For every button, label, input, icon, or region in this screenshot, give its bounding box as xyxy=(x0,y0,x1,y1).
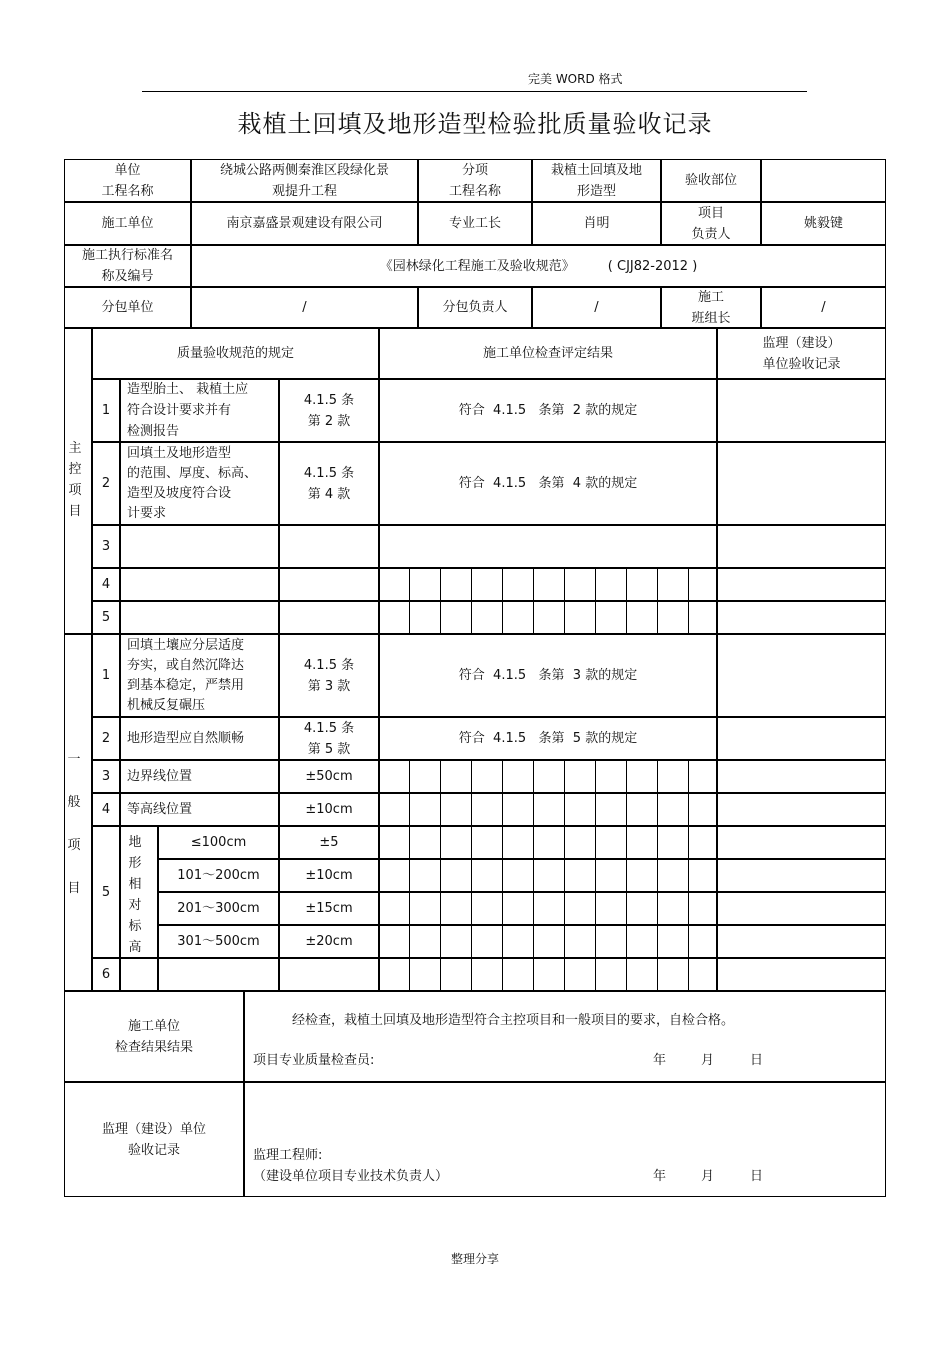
main-row-1-clause: 4.1.5 条 第 2 款 xyxy=(279,379,379,442)
elevation-supervision-4 xyxy=(717,925,886,958)
main-row-5-clause xyxy=(279,601,379,634)
sub-project-label: 分项 工程名称 xyxy=(418,159,532,202)
elevation-supervision-3 xyxy=(717,892,886,925)
elevation-range-3: 201～300cm xyxy=(158,892,279,925)
main-row-3-supervision xyxy=(717,525,886,568)
owner-note: （建设单位项目专业技术负责人） xyxy=(253,1169,449,1184)
main-row-5-supervision xyxy=(717,601,886,634)
supervision-record-label: 监理（建设）单位 验收记录 xyxy=(64,1082,244,1197)
grid-line xyxy=(440,761,441,992)
grid-line xyxy=(471,761,472,992)
team-leader-label: 施工 班组长 xyxy=(661,287,761,328)
general-row-2-clause: 4.1.5 条 第 5 款 xyxy=(279,717,379,760)
general-row-6-result-grid xyxy=(379,958,717,991)
construction-unit-value: 南京嘉盛景观建设有限公司 xyxy=(191,202,418,245)
main-row-2-clause: 4.1.5 条 第 4 款 xyxy=(279,442,379,525)
grid-line xyxy=(626,569,627,635)
construction-unit-label: 施工单位 xyxy=(64,202,191,245)
main-row-4-no: 4 xyxy=(92,568,120,601)
elevation-tolerance-3: ±15cm xyxy=(279,892,379,925)
check-result-statement: 经检查，栽植土回填及地形造型符合主控项目和一般项目的要求，自检合格。 xyxy=(292,1013,735,1028)
grid-line xyxy=(688,761,689,992)
elevation-tolerance-4: ±20cm xyxy=(279,925,379,958)
general-row-6-desc-a xyxy=(120,958,158,991)
project-manager-value: 姚毅键 xyxy=(761,202,886,245)
general-row-1-desc: 回填土壤应分层适度 夯实，或自然沉降达 到基本稳定，严禁用 机械反复碾压 xyxy=(120,634,279,717)
general-row-4-supervision xyxy=(717,793,886,826)
general-row-6-tolerance xyxy=(279,958,379,991)
check-year: 年 xyxy=(653,1053,667,1068)
main-row-1-result: 符合 4.1.5 条第 2 款的规定 xyxy=(379,379,717,442)
general-row-2-result: 符合 4.1.5 条第 5 款的规定 xyxy=(379,717,717,760)
elevation-supervision-2 xyxy=(717,859,886,892)
check-day: 日 xyxy=(750,1053,764,1068)
main-row-4-supervision xyxy=(717,568,886,601)
elevation-result-grid-3 xyxy=(379,892,717,925)
grid-line xyxy=(657,761,658,992)
main-row-2-desc: 回填土及地形造型 的范围、厚度、标高、 造型及坡度符合设 计要求 xyxy=(120,442,279,525)
grid-line xyxy=(502,761,503,992)
main-row-3-no: 3 xyxy=(92,525,120,568)
general-row-1-result: 符合 4.1.5 条第 3 款的规定 xyxy=(379,634,717,717)
subcontractor-value: / xyxy=(191,287,418,328)
general-row-4-no: 4 xyxy=(92,793,120,826)
general-row-3-result-grid xyxy=(379,760,717,793)
grid-line xyxy=(657,569,658,635)
supervising-engineer-label: 监理工程师: xyxy=(253,1148,323,1163)
supervision-day: 日 xyxy=(750,1169,764,1184)
elevation-result-grid-2 xyxy=(379,859,717,892)
elevation-range-1: ≤100cm xyxy=(158,826,279,859)
main-row-2-result: 符合 4.1.5 条第 4 款的规定 xyxy=(379,442,717,525)
general-items-label: 一 般 项 目 xyxy=(67,752,81,896)
grid-line xyxy=(409,569,410,635)
general-row-4-desc: 等高线位置 xyxy=(120,793,279,826)
spec-header: 质量验收规范的规定 xyxy=(92,328,379,379)
main-row-3-desc xyxy=(120,525,279,568)
general-row-4-result-grid xyxy=(379,793,717,826)
page-footer: 整理分享 xyxy=(450,1252,499,1266)
grid-line xyxy=(564,569,565,635)
elevation-tolerance-2: ±10cm xyxy=(279,859,379,892)
supervision-month: 月 xyxy=(701,1169,715,1184)
elevation-tolerance-1: ±5 xyxy=(279,826,379,859)
header-rule xyxy=(142,91,807,92)
general-row-1-supervision xyxy=(717,634,886,717)
general-row-5-label: 地 形 相 对 标 高 xyxy=(128,835,142,955)
grid-line xyxy=(409,761,410,992)
general-row-3-desc: 边界线位置 xyxy=(120,760,279,793)
check-result-label: 施工单位 检查结果结果 xyxy=(64,991,244,1082)
general-row-3-supervision xyxy=(717,760,886,793)
grid-line xyxy=(533,569,534,635)
main-row-1-supervision xyxy=(717,379,886,442)
elevation-range-4: 301～500cm xyxy=(158,925,279,958)
general-row-1-no: 1 xyxy=(92,634,120,717)
elevation-result-grid-4 xyxy=(379,925,717,958)
check-month: 月 xyxy=(701,1053,715,1068)
main-row-4-result-grid xyxy=(379,568,717,601)
main-row-4-desc xyxy=(120,568,279,601)
foreman-value: 肖明 xyxy=(532,202,661,245)
page-title: 栽植土回填及地形造型检验批质量验收记录 xyxy=(237,110,713,138)
standard-value: 《园林绿化工程施工及验收规范》 ( CJJ82-2012 ) xyxy=(191,245,886,287)
grid-line xyxy=(564,761,565,992)
general-row-3-tolerance: ±50cm xyxy=(279,760,379,793)
check-result-box xyxy=(244,991,886,1082)
supervision-year: 年 xyxy=(653,1169,667,1184)
grid-line xyxy=(533,761,534,992)
main-row-3-result xyxy=(379,525,717,568)
main-row-5-desc xyxy=(120,601,279,634)
sub-manager-value: / xyxy=(532,287,661,328)
main-row-4-clause xyxy=(279,568,379,601)
main-row-2-no: 2 xyxy=(92,442,120,525)
grid-line xyxy=(502,569,503,635)
main-row-5-result-grid xyxy=(379,601,717,634)
general-row-5-no: 5 xyxy=(92,826,120,958)
general-row-3-no: 3 xyxy=(92,760,120,793)
grid-line xyxy=(440,569,441,635)
general-row-4-tolerance: ±10cm xyxy=(279,793,379,826)
grid-line xyxy=(595,569,596,635)
team-leader-value: / xyxy=(761,287,886,328)
general-row-1-clause: 4.1.5 条 第 3 款 xyxy=(279,634,379,717)
general-row-2-supervision xyxy=(717,717,886,760)
main-row-2-supervision xyxy=(717,442,886,525)
foreman-label: 专业工长 xyxy=(418,202,532,245)
main-row-5-no: 5 xyxy=(92,601,120,634)
project-manager-label: 项目 负责人 xyxy=(661,202,761,245)
general-row-6-supervision xyxy=(717,958,886,991)
standard-label: 施工执行标准名 称及编号 xyxy=(64,245,191,287)
grid-line xyxy=(471,569,472,635)
grid-line xyxy=(626,761,627,992)
sub-project-value: 栽植土回填及地 形造型 xyxy=(532,159,661,202)
elevation-result-grid-1 xyxy=(379,826,717,859)
acceptance-part-label: 验收部位 xyxy=(661,159,761,202)
supervision-header: 监理（建设） 单位验收记录 xyxy=(717,328,886,379)
acceptance-part-value xyxy=(761,159,886,202)
unit-project-label: 单位 工程名称 xyxy=(64,159,191,202)
elevation-range-2: 101～200cm xyxy=(158,859,279,892)
subcontractor-label: 分包单位 xyxy=(64,287,191,328)
main-row-1-desc: 造型胎土、 栽植土应 符合设计要求并有 检测报告 xyxy=(120,379,279,442)
grid-line xyxy=(595,761,596,992)
sub-manager-label: 分包负责人 xyxy=(418,287,532,328)
main-row-1-no: 1 xyxy=(92,379,120,442)
elevation-supervision-1 xyxy=(717,826,886,859)
general-row-6-no: 6 xyxy=(92,958,120,991)
result-header: 施工单位检查评定结果 xyxy=(379,328,717,379)
unit-project-value: 绕城公路两侧秦淮区段绿化景 观提升工程 xyxy=(191,159,418,202)
general-row-2-no: 2 xyxy=(92,717,120,760)
general-row-2-desc: 地形造型应自然顺畅 xyxy=(120,717,279,760)
general-row-6-desc-b xyxy=(158,958,279,991)
grid-line xyxy=(688,569,689,635)
main-items-label: 主 控 项 目 xyxy=(68,441,82,519)
page-header-watermark: 完美 WORD 格式 xyxy=(528,72,623,86)
main-row-3-clause xyxy=(279,525,379,568)
inspector-label: 项目专业质量检查员: xyxy=(253,1053,375,1068)
